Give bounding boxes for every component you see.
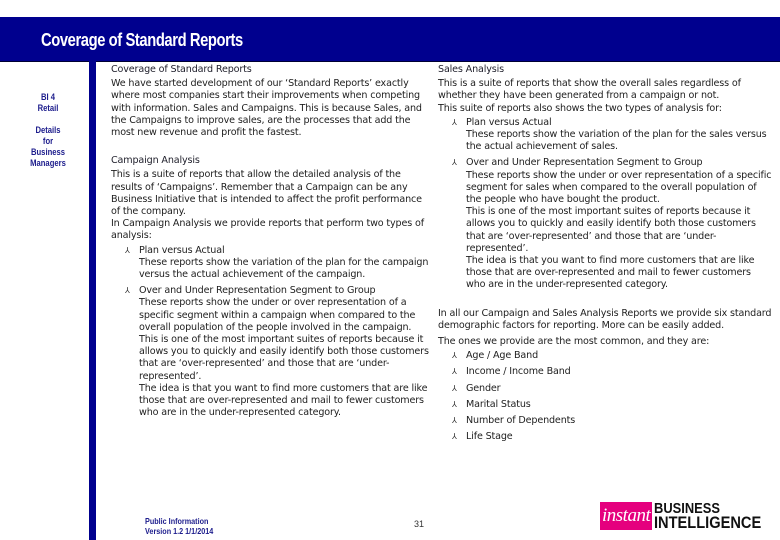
- bullet-icon: ⅄: [452, 416, 457, 426]
- item-title: Over and Under Representation Segment to Group: [139, 285, 376, 297]
- item-text: This is one of the most important suites of reports because it allows you to quickly and easily identify both those customers that are ‘over-represented’ and those that are ‘under-represented’.: [139, 334, 429, 382]
- list-item: ⅄ Age / Age Band: [452, 350, 539, 362]
- version-label: Version 1.2 1/1/2014: [145, 526, 214, 536]
- campaign-analysis-list: [111, 245, 431, 420]
- sidebar-product-sub: Retail: [37, 103, 59, 113]
- company-logo: [600, 502, 779, 532]
- bullet-icon: ⅄: [452, 432, 457, 442]
- sidebar: [23, 92, 74, 169]
- list-item: [125, 285, 431, 419]
- title-bar: [0, 17, 780, 62]
- bullet-icon: ⅄: [452, 117, 457, 127]
- sales-analysis-types: This suite of reports also shows the two types of analysis for:: [438, 102, 722, 114]
- bullet-icon: ⅄: [452, 158, 457, 168]
- campaign-analysis-body: This is a suite of reports that allow the detailed analysis of the results of ‘Campaigns’. Remember that a Campaign can be any Business Initiative that is intended to affect the profit performance of the company.: [111, 169, 422, 218]
- bullet-icon: ⅄: [452, 383, 457, 393]
- sales-analysis-body: This is a suite of reports that show the overall sales regardless of whether they have been generated from a campaign or not.: [438, 78, 741, 102]
- page-title: Coverage of Standard Reports: [41, 30, 243, 50]
- sidebar-business: Business: [30, 147, 66, 157]
- standard-reports-body: We have started development of our ‘Standard Reports’ exactly where most companies start their improvements when competing with information. Sales and Campaigns. This is because Sales, and the Campaigns to improve sales, are the processes that add the most new revenue and profit the fastest.: [111, 78, 422, 139]
- left-column: [111, 64, 431, 423]
- item-text: These reports show the variation of the plan for the sales versus the actual achievement of sales.: [466, 129, 767, 153]
- bullet-icon: ⅄: [452, 367, 457, 377]
- sidebar-product: BI 4: [40, 92, 56, 102]
- item-text: These reports show the variation of the plan for the campaign versus the actual achievement of the campaign.: [139, 256, 429, 281]
- item-title: Plan versus Actual: [139, 244, 225, 256]
- item-title: Plan versus Actual: [466, 116, 552, 128]
- list-item: [452, 117, 773, 154]
- list-item: ⅄ Income / Income Band: [452, 366, 571, 378]
- bullet-icon: ⅄: [125, 286, 130, 296]
- item-text: These reports show the under or over representation of a specific segment within a campaign when compared to the overall population of the people involved in the campaign.: [139, 297, 416, 333]
- item-text: The idea is that you want to find more customers that are like those that are over-represented and mail to fewer customers who are in the under-represented category.: [139, 382, 428, 419]
- vertical-divider: [89, 61, 96, 540]
- demographics-intro: The ones we provide are the most common, and they are:: [438, 336, 710, 348]
- sales-analysis-list: [438, 117, 773, 292]
- item-title: Over and Under Representation Segment to Group: [466, 157, 703, 169]
- right-column: [438, 64, 773, 447]
- logo-wordmark: BUSINESS INTELLIGENCE: [654, 500, 762, 532]
- footer-info: [145, 516, 213, 536]
- bullet-icon: ⅄: [125, 245, 130, 255]
- list-item: ⅄ Marital Status: [452, 398, 531, 410]
- item-text: This is one of the most important suites of reports because it allows you to quickly and easily identify both those customers that are ‘over-represented’ and those that are ‘under-represented’.: [466, 206, 756, 254]
- sidebar-details: Details: [35, 125, 61, 135]
- demographics-body: In all our Campaign and Sales Analysis Reports we provide six standard demographic factors for reporting. More can be easily added.: [438, 307, 772, 331]
- bullet-icon: ⅄: [452, 399, 457, 409]
- item-text: The idea is that you want to find more customers that are like those that are over-represented and mail to fewer customers who are in the under-represented category.: [466, 255, 755, 291]
- list-item: [452, 157, 773, 291]
- logo-instant: instant: [600, 502, 652, 530]
- section-heading-campaign-analysis: Campaign Analysis: [111, 155, 200, 167]
- section-heading-standard-reports: Coverage of Standard Reports: [111, 64, 252, 75]
- sidebar-managers: Managers: [30, 158, 66, 168]
- bullet-icon: ⅄: [452, 351, 457, 361]
- list-item: ⅄ Gender: [452, 382, 501, 394]
- item-text: These reports show the under or over representation of a specific segment for sales when compared to the overall population of the people who have bought the product.: [466, 169, 772, 206]
- list-item: ⅄ Number of Dependents: [452, 415, 576, 427]
- classification-label: Public Information: [145, 516, 209, 526]
- campaign-analysis-types: In Campaign Analysis we provide reports that perform two types of analysis:: [111, 218, 424, 242]
- sidebar-for: for: [42, 136, 54, 146]
- page-number: 31: [414, 519, 425, 529]
- demographic-factors-list: [438, 350, 773, 443]
- list-item: [125, 245, 431, 282]
- list-item: ⅄ Life Stage: [452, 431, 513, 443]
- section-heading-sales-analysis: Sales Analysis: [438, 64, 505, 75]
